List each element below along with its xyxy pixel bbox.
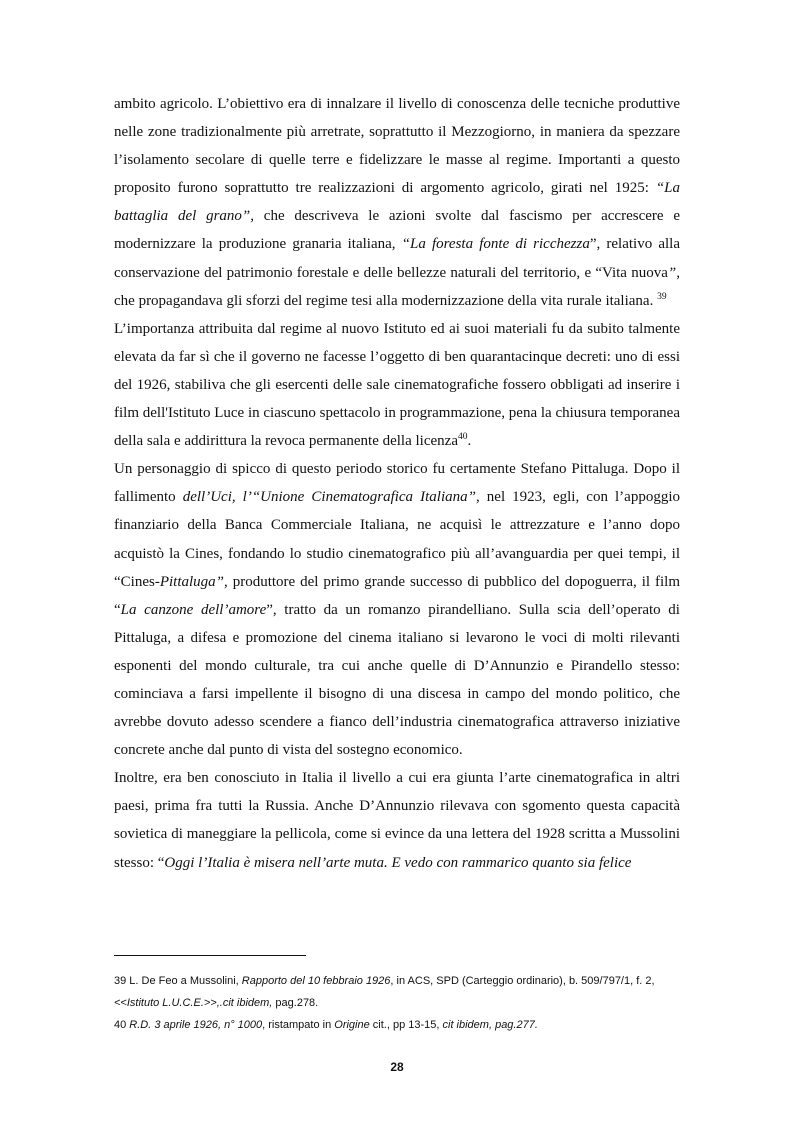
text-run: ambito agricolo. L’obiettivo era di innalzare il livello di conoscenza delle tecniche produttive nelle zone tradizionalmente più arretrate, soprattutto il Mezzogiorno, in maniera da spezzare l’isolamento secolare di quelle terre e fidelizzare le masse al regime. Importanti a questo proposito furono soprattutto tre realizzazioni di argomento agricolo, girati nel 1925: xyxy=(114,96,680,197)
paragraph-1 xyxy=(114,90,680,315)
text-run: ”, xyxy=(667,264,680,281)
text-run: che propagandava gli sforzi del regime tesi alla modernizzazione della vita rurale italiana. xyxy=(114,292,658,309)
paragraph-4 xyxy=(114,764,680,876)
text-run: . xyxy=(467,433,472,450)
text-run: ”, tratto da un romanzo pirandelliano. Sulla scia dell’operato di Pittaluga, a difesa e promozione del cinema italiano si levarono le voci di molti rilevanti esponenti del mondo culturale, tra cui anche quelle di D’Annunzio e Pirandello stesso: cominciava a farsi impellente il bisogno di una discesa in campo del mondo politico, che avrebbe dovuto adesso scendere a fianco dell’industria cinematografica attraverso iniziative concrete anche dal punto di vista del sostegno economico. xyxy=(114,601,680,759)
text-run: Un personaggio di spicco di questo periodo storico fu certamente Stefano Pittaluga. Dopo il fallimento xyxy=(114,461,680,506)
film-title-la-canzone-dell-amore: La canzone dell’amore xyxy=(120,601,267,618)
footnote-ref-40[interactable]: 40 xyxy=(457,432,468,443)
text-run-italic: Pittaluga” xyxy=(159,573,225,590)
footnote-separator xyxy=(114,955,306,956)
film-title-la-battaglia-del-grano: “La battaglia del grano”, xyxy=(114,180,680,225)
text-run-italic: <<Istituto L.U.C.E.>>,.cit ibidem, xyxy=(114,997,273,1009)
quote-italic: Oggi l’Italia è misera nell’arte muta. E vedo con rammarico quanto sia felice xyxy=(164,854,632,871)
text-run: , ristampato in xyxy=(262,1019,335,1031)
text-run-italic: cit ibidem, pag.277. xyxy=(442,1019,538,1031)
text-run: pag.278. xyxy=(272,997,319,1009)
text-run: 40 xyxy=(114,1019,130,1031)
paragraph-3 xyxy=(114,455,680,764)
text-run-italic: Origine xyxy=(334,1019,370,1031)
film-title-la-foresta: “La foresta fonte di ricchezza xyxy=(401,236,590,253)
text-run: , nel 1923, egli, con l’appoggio finanziario della Banca Commerciale Italiana, ne acquisì le attrezzature e l’anno dopo acquistò la Cines, fondando lo studio cinematografico più all’avanguardia per quei tempi, il “Cines- xyxy=(114,489,680,590)
text-run-italic: Rapporto del 10 febbraio 1926 xyxy=(241,975,391,987)
text-run: L’importanza attribuita dal regime al nuovo Istituto ed ai suoi materiali fu da subito talmente elevata da far sì che il governo ne facesse l’oggetto di ben quarantacinque decreti: uno di essi del 1926, stabiliva che gli esercenti delle sale cinematografiche fossero obbligati ad inserire i film dell'Istituto Luce in ciascuno spettacolo in programmazione, pena la chiusura temporanea della sala e addirittura la revoca permanente della licenza xyxy=(114,320,680,450)
page-number: 28 xyxy=(390,1060,404,1074)
text-run: che descriveva le azioni svolte dal fascismo per accrescere e modernizzare la produzione granaria italiana, xyxy=(114,208,680,253)
text-run-italic: dell’Uci, l’“Unione Cinematografica Italiana” xyxy=(182,489,476,506)
footnote-ref-39[interactable]: 39 xyxy=(657,291,667,302)
text-run: , produttore del primo grande successo di pubblico del dopoguerra, il film “ xyxy=(114,573,680,618)
text-run: cit., pp 13-15, xyxy=(369,1019,443,1031)
text-run: Inoltre, era ben conosciuto in Italia il livello a cui era giunta l’arte cinematografica in altri paesi, prima fra tutti la Russia. Anche D’Annunzio rilevava con sgomento questa capacità sovietica di maneggiare la pellicola, come si evince da una lettera del 1928 scritta a Mussolini stesso: “ xyxy=(114,770,680,871)
footnotes xyxy=(114,970,704,1036)
text-run-italic: R.D. 3 aprile 1926, n° 1000 xyxy=(129,1019,263,1031)
body-text xyxy=(114,90,680,877)
footnote-39 xyxy=(114,970,704,1014)
text-run: ”, relativo alla conservazione del patrimonio forestale e delle bellezze naturali del territorio, e “Vita nuova xyxy=(114,236,680,281)
footnote-40 xyxy=(114,1014,704,1036)
text-run: , in ACS, SPD (Carteggio ordinario), b. 509/797/1, f. 2, xyxy=(390,975,655,987)
text-run: 39 L. De Feo a Mussolini, xyxy=(114,975,242,987)
paragraph-2 xyxy=(114,315,680,455)
